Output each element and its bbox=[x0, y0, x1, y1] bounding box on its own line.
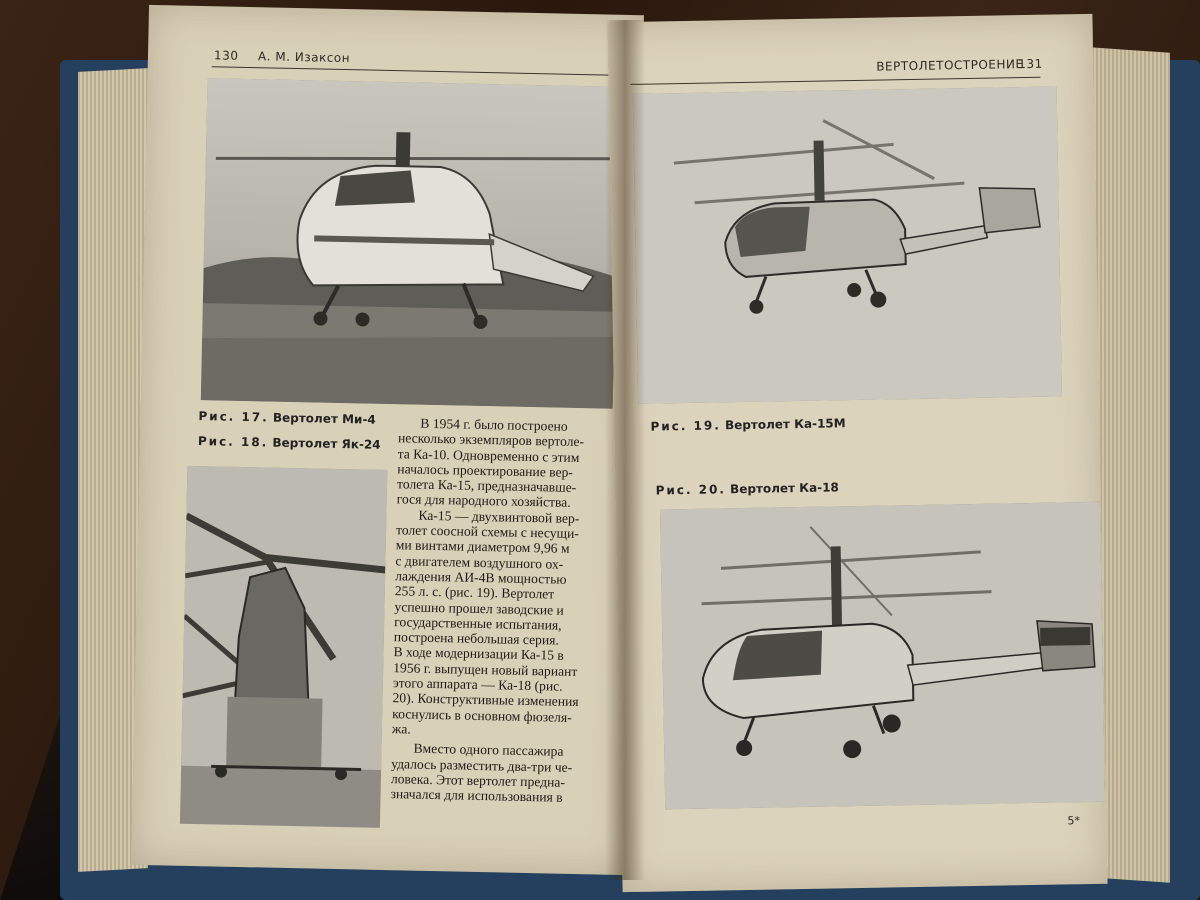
caption-fig-17 bbox=[198, 409, 376, 427]
body-line: В 1954 г. было построено bbox=[420, 415, 568, 434]
caption-fig-18 bbox=[198, 434, 381, 452]
book-gutter-shadow bbox=[605, 20, 645, 880]
right-header-rule bbox=[631, 77, 1041, 85]
body-line: толета Ка-15, предназначавше- bbox=[396, 476, 577, 496]
left-body-text bbox=[390, 415, 620, 806]
body-line: построена небольшая серия. bbox=[393, 629, 559, 648]
body-line: несколько экземпляров вертоле- bbox=[397, 430, 585, 450]
left-header-rule bbox=[212, 66, 622, 76]
caption-fig-19-text: Вертолет Ка-15М bbox=[724, 416, 846, 433]
body-line: 1956 г. выпущен новый вариант bbox=[393, 659, 578, 679]
body-line: с двигателем воздушного ох- bbox=[395, 552, 564, 572]
caption-fig-17-text: Вертолет Ми-4 bbox=[272, 410, 376, 427]
photo-mi-4-helicopter bbox=[201, 78, 620, 409]
yak-24-helicopter-image bbox=[180, 466, 387, 828]
body-line: 255 л. с. (рис. 19). Вертолет bbox=[394, 583, 555, 602]
photo-yak-24-helicopter bbox=[180, 466, 387, 828]
body-line: ловека. Этот вертолет предна- bbox=[390, 770, 566, 790]
body-line: Ка-15 — двухвинтовой вер- bbox=[418, 507, 580, 526]
body-line: ми винтами диаметром 9,96 м bbox=[395, 537, 570, 557]
photo-ka-15m-helicopter bbox=[633, 86, 1062, 403]
body-line: толет соосной схемы с несущи- bbox=[395, 522, 580, 542]
left-running-head: А. М. Изаксон bbox=[257, 49, 351, 66]
body-line: значался для использования в bbox=[390, 786, 563, 805]
caption-fig-20-text: Вертолет Ка-18 bbox=[729, 480, 839, 497]
right-running-head: ВЕРТОЛЕТОСТРОЕНИЕ bbox=[876, 57, 1024, 74]
ka-15m-helicopter-image bbox=[633, 86, 1062, 403]
body-line: Вместо одного пассажира bbox=[413, 740, 564, 759]
right-page-number: 131 bbox=[1018, 56, 1043, 72]
body-line: началось проектирование вер- bbox=[397, 461, 574, 480]
ka-18-helicopter-image bbox=[660, 502, 1105, 810]
body-line: жа. bbox=[391, 721, 411, 737]
caption-fig-20 bbox=[656, 480, 839, 497]
body-line: коснулись в основном фюзеля- bbox=[392, 705, 572, 725]
signature-mark: 5* bbox=[1067, 814, 1081, 828]
body-line: удалось разместить два-три че- bbox=[391, 755, 573, 775]
right-page bbox=[607, 14, 1107, 892]
body-line: 20). Конструктивные изменения bbox=[392, 690, 579, 710]
body-line: та Ка-10. Одновременно с этим bbox=[397, 445, 580, 465]
caption-fig-19 bbox=[650, 416, 845, 433]
body-line: В ходе модернизации Ка-15 в bbox=[393, 644, 564, 664]
body-line: гося для народного хозяйства. bbox=[396, 491, 571, 511]
caption-fig-18-label: Рис. 18. bbox=[197, 434, 269, 450]
photo-ka-18-helicopter bbox=[660, 502, 1105, 810]
left-page bbox=[131, 5, 644, 875]
caption-fig-19-label: Рис. 19. bbox=[650, 418, 721, 434]
body-line: лаждения АИ-4В мощностью bbox=[395, 568, 567, 587]
body-line: государственные испытания, bbox=[394, 614, 562, 633]
caption-fig-18-text: Вертолет Як-24 bbox=[272, 435, 381, 452]
caption-fig-20-label: Рис. 20. bbox=[655, 482, 727, 498]
body-line: этого аппарата — Ка-18 (рис. bbox=[392, 675, 563, 694]
left-page-number: 130 bbox=[213, 48, 239, 63]
body-line: успешно прошел заводские и bbox=[394, 598, 564, 618]
caption-fig-17-label: Рис. 17. bbox=[198, 409, 269, 425]
mi-4-helicopter-image bbox=[201, 78, 620, 409]
